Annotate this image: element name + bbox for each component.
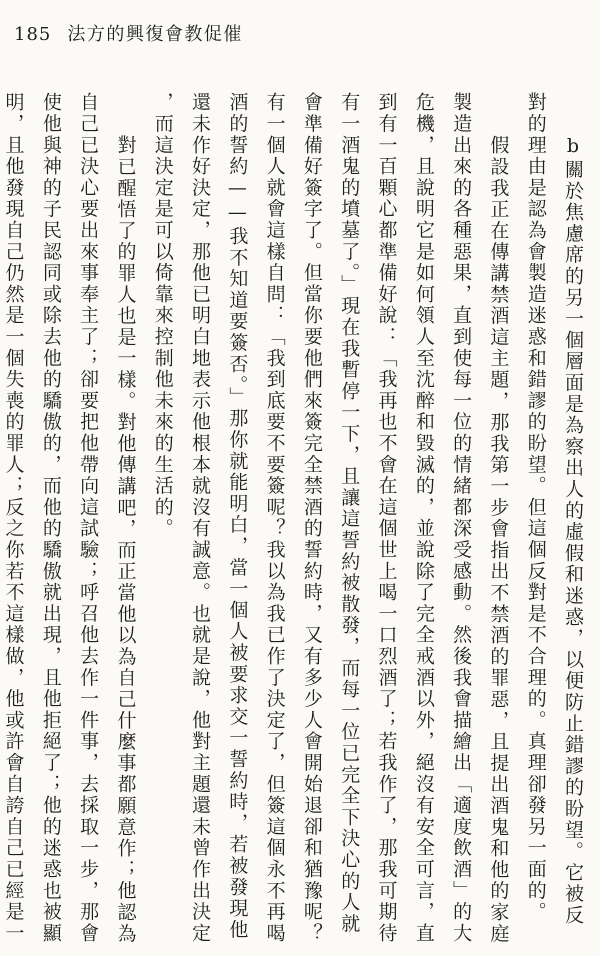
running-head: [14, 20, 243, 46]
paragraph-awakened-sinner: 對已醒悟了的罪人也是一樣。對他傳講吧，而正當他以為自己什麼事都願意作；他認為自己已決心要出來事奉主了；卻要把他帶向這試驗；呼召他去作一件事，去採取一步，那會使他與神的子民認同或除去他的驕傲的，而他的驕傲就出現，且他拒絕了；他的迷惑也被顯明，且他發現自己仍然是一個失喪的罪人；反之你若不這樣做，他或許會自誇自己已經是一: [2, 92, 137, 944]
running-title: 法方的興復會教促催: [67, 24, 243, 45]
paragraph-temperance-illustration: 假設我正在傳講禁酒這主題，那我第一步會指出不禁酒的罪惡，且提出酒鬼和他的家庭製造出來的各種惡果，直到使每一位的情緒都深受感動。然後我會描繪出「適度飲酒」的大危機，且說明它是如何領人至沈醉和毀滅的，並說除了完全戒酒以外，絕沒有安全可言，直到有一百顆心都準備好說：「我再也不會在這個世上喝一口烈酒了；若我作了，那我可期待有一酒鬼的墳墓了。」現在我暫停一下，且讓這誓約被散發，而每一位已完全下決心的人就會準備好簽字了。但當你要他們來簽完全禁酒的誓約時，又有多少人會開始退卻和猶豫呢？有一個人就會這樣自問：「我到底要不要簽呢？我以為我已作了決定了，但簽這個永不再喝酒的誓約——我不知道要簽否。」那你就能明白，當一個人被要求交一誓約時，若被發現他還未作好決定，那他已明白地表示他根本就沒有誠意。也就是說，他對主題還未曾作出決定，而這決定是可以倚靠來控制他未來的生活的。: [151, 92, 510, 944]
body-text-block: [0, 92, 591, 944]
page-number: 185: [14, 24, 52, 45]
paragraph-anxious-seat: b關於焦慮席的另一個層面是為察出人的虛假和迷惑，以便防止錯謬的盼望。它被反對的理由是認為會製造迷惑和錯謬的盼望。但這個反對是不合理的。真理卻發另一面的。: [524, 92, 584, 926]
